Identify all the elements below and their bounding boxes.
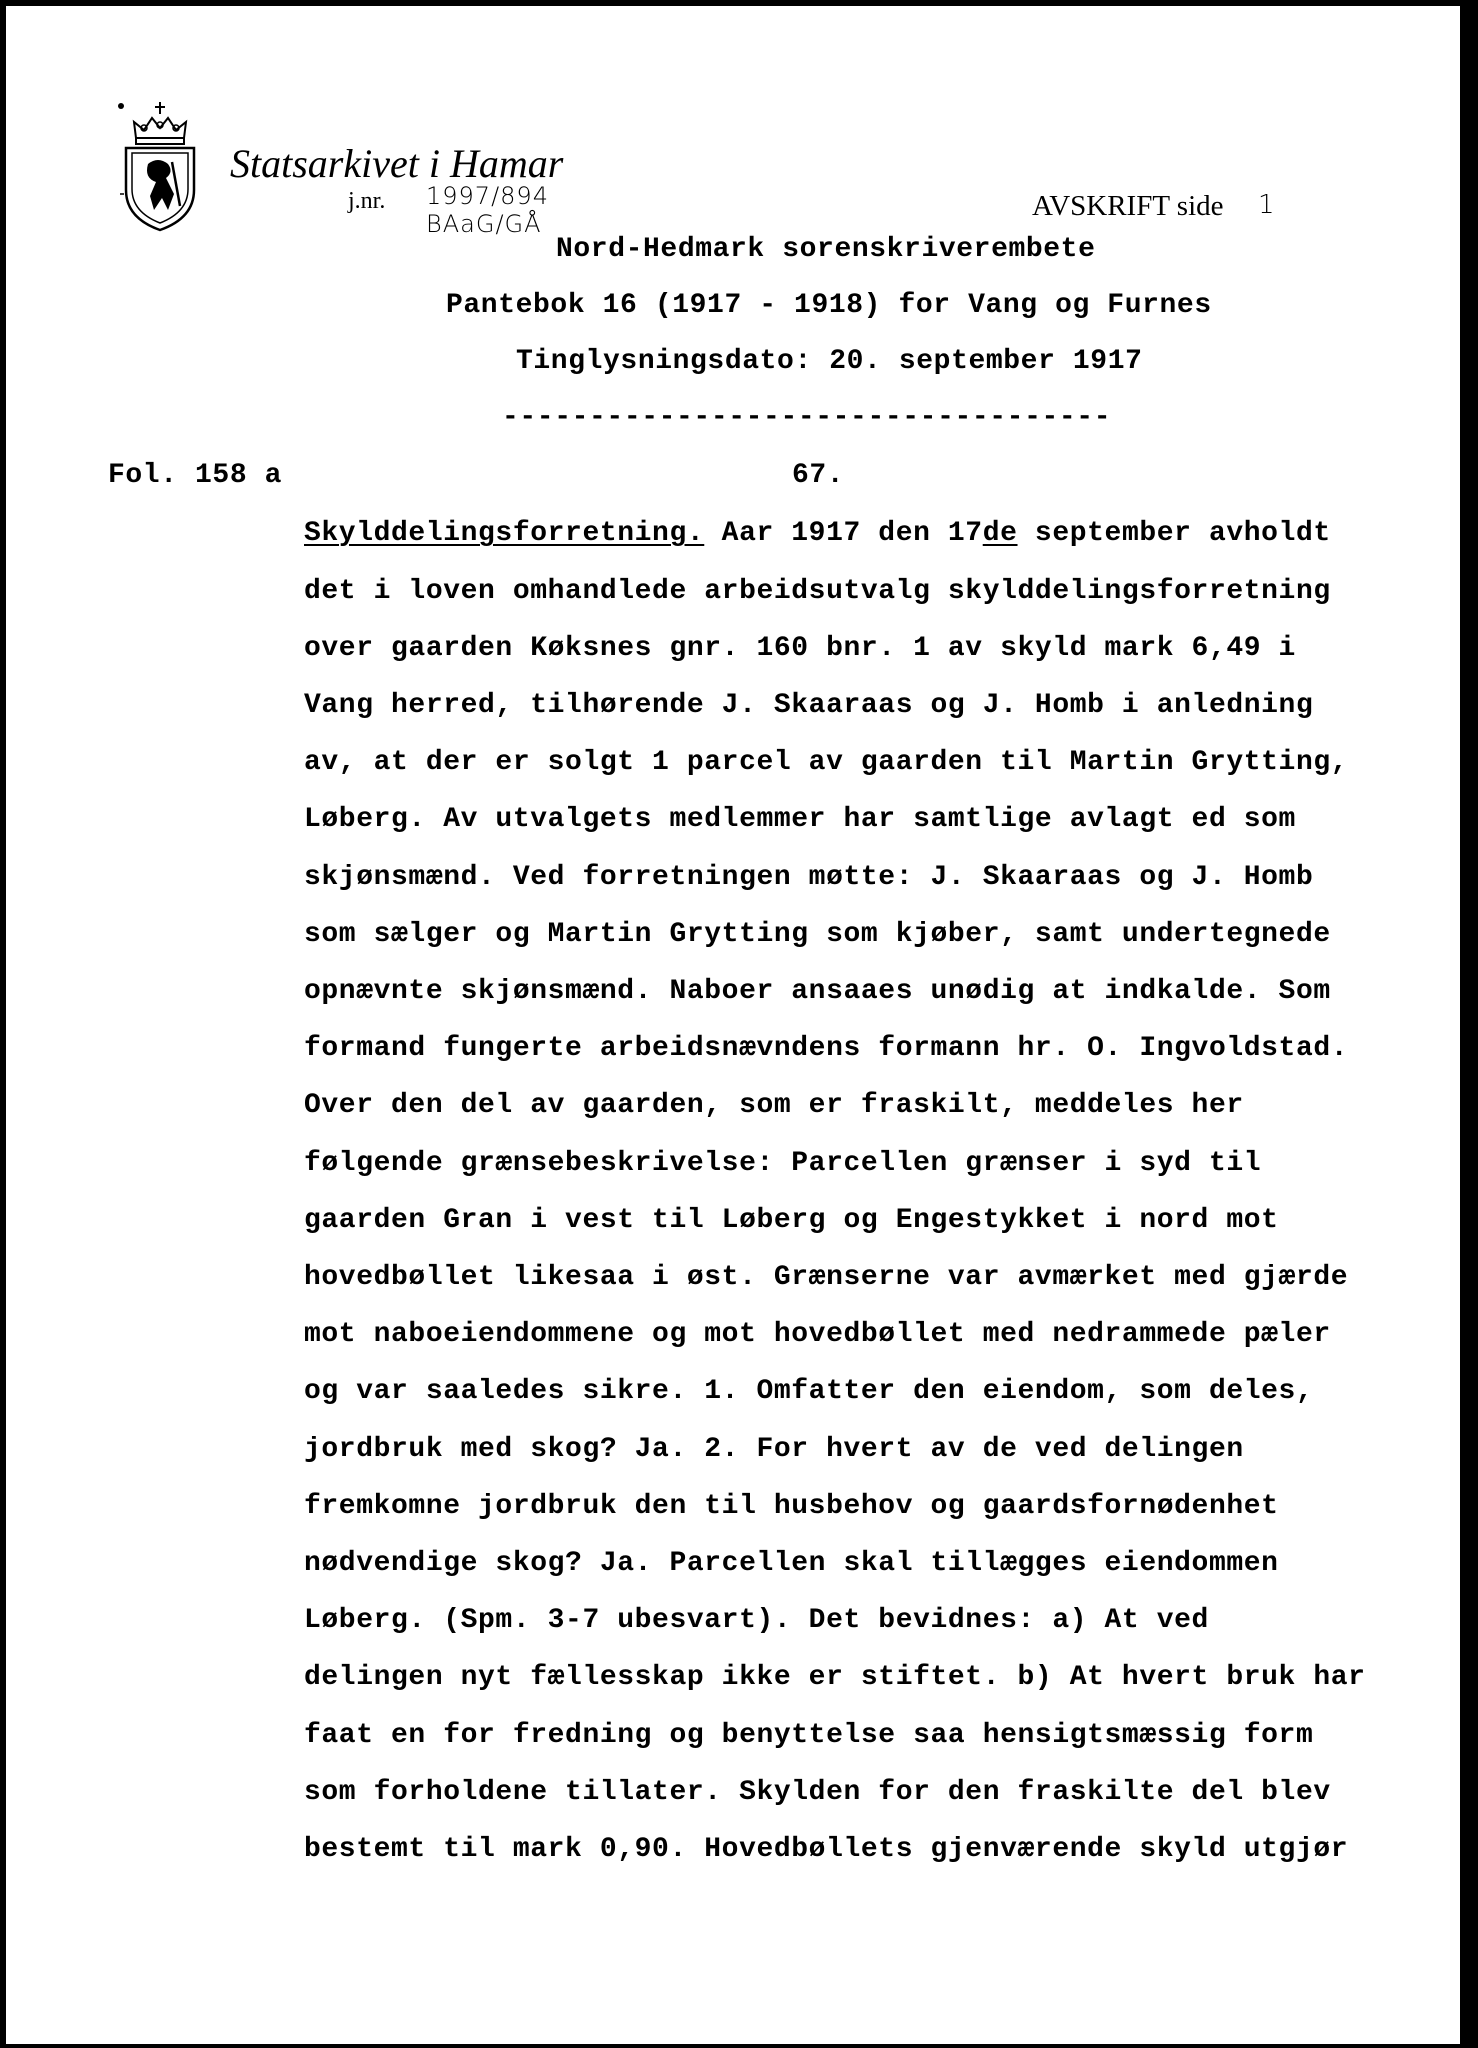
- text-line: Over den del av gaarden, som er fraskilt, meddeles her: [304, 1090, 1244, 1121]
- office-title: Nord-Hedmark sorenskriverembete: [556, 234, 1096, 265]
- book-title: Pantebok 16 (1917 - 1918) for Vang og Furnes: [446, 290, 1212, 321]
- text-line: Løberg. Av utvalgets medlemmer har samtlige avlagt ed som: [304, 804, 1296, 835]
- jnr-value: 1997/894: [426, 182, 549, 210]
- text-line: det i loven omhandlede arbeidsutvalg skylddelingsforretning: [304, 576, 1331, 607]
- text-line: gaarden Gran i vest til Løberg og Engestykket i nord mot: [304, 1205, 1279, 1236]
- text-line: skjønsmænd. Ved forretningen møtte: J. Skaaraas og J. Homb: [304, 862, 1314, 893]
- jnr-code: BAaG/GÅ: [426, 210, 542, 238]
- archive-name: Statsarkivet i Hamar: [230, 141, 564, 186]
- text-line: som sælger og Martin Grytting som kjøber, samt undertegnede: [304, 919, 1331, 950]
- jnr-label: j.nr.: [348, 188, 386, 214]
- first-line-part-a: Aar 1917 den 17: [704, 518, 983, 549]
- text-line: følgende grænsebeskrivelse: Parcellen grænser i syd til: [304, 1148, 1262, 1179]
- text-line: fremkomne jordbruk den til husbehov og gaardsfornødenhet: [304, 1491, 1279, 1522]
- text-line: nødvendige skog? Ja. Parcellen skal tillægges eiendommen: [304, 1548, 1279, 1579]
- text-line: og var saaledes sikre. 1. Omfatter den eiendom, som deles,: [304, 1376, 1314, 1407]
- folio-reference: Fol. 158 a: [108, 460, 283, 491]
- text-line: over gaarden Køksnes gnr. 160 bnr. 1 av skyld mark 6,49 i: [304, 633, 1296, 664]
- entry-first-line: [304, 518, 1331, 549]
- text-line: av, at der er solgt 1 parcel av gaarden til Martin Grytting,: [304, 747, 1349, 778]
- text-line: faat en for fredning og benyttelse saa hensigtsmæssig form: [304, 1720, 1314, 1751]
- text-line: hovedbøllet likesaa i øst. Grænserne var avmærket med gjærde: [304, 1262, 1349, 1293]
- entry-number: 67.: [792, 460, 845, 491]
- text-line: som forholdene tillater. Skylden for den fraskilte del blev: [304, 1777, 1331, 1808]
- text-line: Vang herred, tilhørende J. Skaaraas og J. Homb i anledning: [304, 690, 1314, 721]
- page-number: 1: [1258, 190, 1275, 220]
- first-line-superscript: de: [982, 518, 1018, 549]
- title-rule: -----------------------------------: [502, 402, 1112, 433]
- text-line: bestemt til mark 0,90. Hovedbøllets gjenværende skyld utgjør: [304, 1834, 1349, 1865]
- text-line: delingen nyt fællesskap ikke er stiftet. b) At hvert bruk har: [304, 1662, 1366, 1693]
- text-line: jordbruk med skog? Ja. 2. For hvert av de ved delingen: [304, 1434, 1244, 1465]
- coat-of-arms-icon: [118, 98, 202, 232]
- text-line: formand fungerte arbeidsnævndens formann hr. O. Ingvoldstad.: [304, 1033, 1349, 1064]
- text-line: opnævnte skjønsmænd. Naboer ansaaes unødig at indkalde. Som: [304, 976, 1331, 1007]
- registration-date: Tinglysningsdato: 20. september 1917: [516, 346, 1143, 377]
- copy-label: AVSKRIFT side: [1032, 190, 1224, 222]
- first-line-part-b: september avholdt: [1017, 518, 1331, 549]
- document-page: [6, 6, 1460, 2044]
- text-line: mot naboeiendommene og mot hovedbøllet med nedrammede pæler: [304, 1319, 1331, 1350]
- entry-heading: Skylddelingsforretning.: [304, 518, 705, 549]
- text-line: Løberg. (Spm. 3-7 ubesvart). Det bevidnes: a) At ved: [304, 1605, 1209, 1636]
